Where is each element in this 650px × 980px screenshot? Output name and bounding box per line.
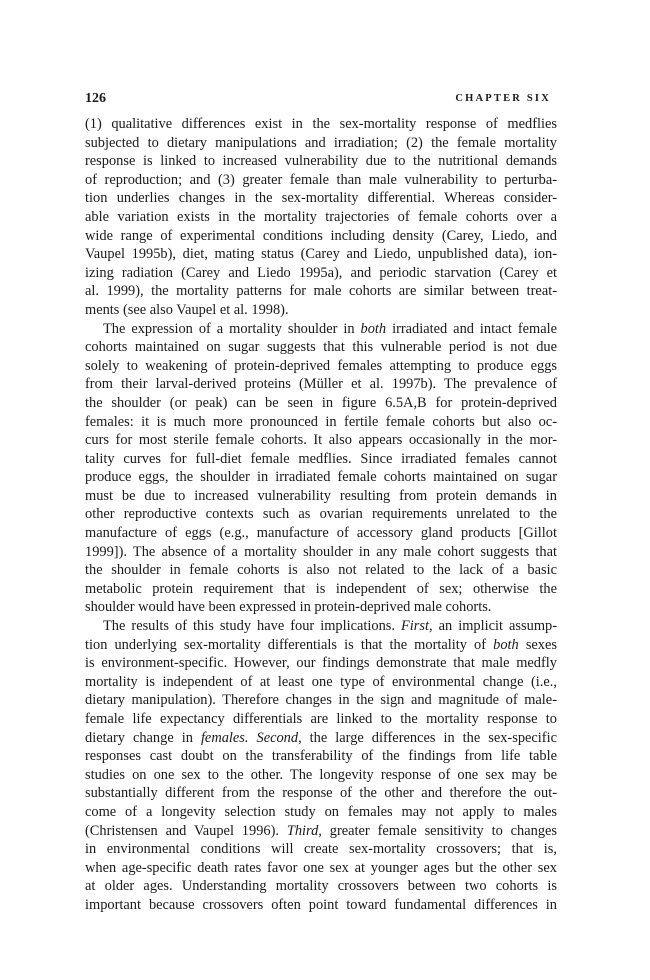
text-line: The expression of a mortality shoulder in both irradiated and intact female	[103, 320, 557, 337]
text-line: from their larval-derived proteins (Müller et al. 1997b). The prevalence of	[85, 376, 557, 393]
text-line: tion underlies changes in the sex-mortality differential. Whereas consider-	[85, 190, 557, 207]
text-line: solely to weakening of protein-deprived females attempting to produce eggs	[85, 357, 557, 374]
text-line: females: it is much more pronounced in fertile female cohorts but also oc-	[85, 413, 557, 430]
text-line: studies on one sex to the other. The longevity response of one sex may be	[85, 766, 557, 783]
text-line: (1) qualitative differences exist in the sex-mortality response of medflies	[85, 116, 557, 132]
running-head: CHAPTER SIX	[455, 93, 551, 104]
text-line: dietary change in females. Second, the large differences in the sex-specific	[85, 729, 557, 746]
body-text	[85, 115, 557, 915]
text-line: wide range of experimental conditions including density (Carey, Liedo, and	[85, 227, 557, 244]
text-line: at older ages. Understanding mortality crossovers between two cohorts is	[85, 878, 557, 895]
text-line: in environmental conditions will create sex-mortality crossovers; that is,	[85, 841, 557, 858]
text-line: when age-specific death rates favor one sex at younger ages but the other sex	[85, 859, 557, 876]
text-line: izing radiation (Carey and Liedo 1995a), and periodic starvation (Carey et	[85, 264, 557, 281]
text-line: manufacture of eggs (e.g., manufacture of accessory gland products [Gillot	[85, 525, 557, 542]
text-line: produce eggs, the shoulder in irradiated female cohorts maintained on sugar	[85, 469, 557, 486]
text-line: shoulder would have been expressed in protein-deprived male cohorts.	[85, 599, 492, 616]
text-line: tion underlying sex-mortality differentials is that the mortality of both sexes	[85, 636, 557, 653]
page-header	[85, 91, 551, 109]
text-line: other reproductive contexts such as ovarian requirements unrelated to the	[85, 506, 557, 523]
text-line: come of a longevity selection study on females may not apply to males	[85, 803, 557, 820]
text-line: of reproduction; and (3) greater female than male vulnerability to perturba-	[85, 171, 557, 188]
text-line: al. 1999), the mortality patterns for male cohorts are similar between treat-	[85, 283, 557, 300]
text-line: tality curves for full-diet female medflies. Since irradiated females cannot	[85, 450, 557, 467]
text-line: dietary manipulation). Therefore changes in the sign and magnitude of male-	[85, 692, 557, 709]
text-line: 1999]). The absence of a mortality shoulder in any male cohort suggests that	[85, 543, 557, 560]
text-line: is environment-specific. However, our findings demonstrate that male medfly	[85, 655, 557, 672]
text-line: the shoulder in female cohorts is also not related to the lack of a basic	[85, 562, 557, 579]
text-line: (Christensen and Vaupel 1996). Third, greater female sensitivity to changes	[85, 822, 558, 839]
text-line: curs for most sterile female cohorts. It also appears occasionally in the mor-	[85, 432, 557, 449]
text-line: ments (see also Vaupel et al. 1998).	[85, 301, 289, 318]
text-line: The results of this study have four implications. First, an implicit assump-	[103, 618, 558, 635]
text-line: metabolic protein requirement that is independent of sex; otherwise the	[85, 580, 557, 597]
text-line: the shoulder (or peak) can be seen in figure 6.5A,B for protein-deprived	[85, 394, 557, 411]
text-line: must be due to increased vulnerability resulting from protein demands in	[85, 487, 557, 504]
text-line: female life expectancy differentials are linked to the mortality response to	[85, 711, 557, 727]
text-line: Vaupel 1995b), diet, mating status (Carey and Liedo, unpublished data), ion-	[85, 246, 557, 263]
text-line: response is linked to increased vulnerability due to the nutritional demands	[85, 153, 557, 170]
text-line: substantially different from the response of the other and therefore the out-	[85, 785, 557, 802]
text-line: able variation exists in the mortality trajectories of female cohorts over a	[85, 208, 557, 225]
page-number: 126	[85, 91, 106, 106]
text-line: cohorts maintained on sugar suggests that this vulnerable period is not due	[85, 339, 557, 356]
text-line: mortality is independent of at least one type of environmental change (i.e.,	[85, 673, 557, 690]
text-line: subjected to dietary manipulations and irradiation; (2) the female mortality	[85, 134, 557, 151]
text-line: important because crossovers often point toward fundamental differences in	[85, 896, 557, 913]
text-line: responses cast doubt on the transferability of the findings from life table	[85, 748, 557, 765]
